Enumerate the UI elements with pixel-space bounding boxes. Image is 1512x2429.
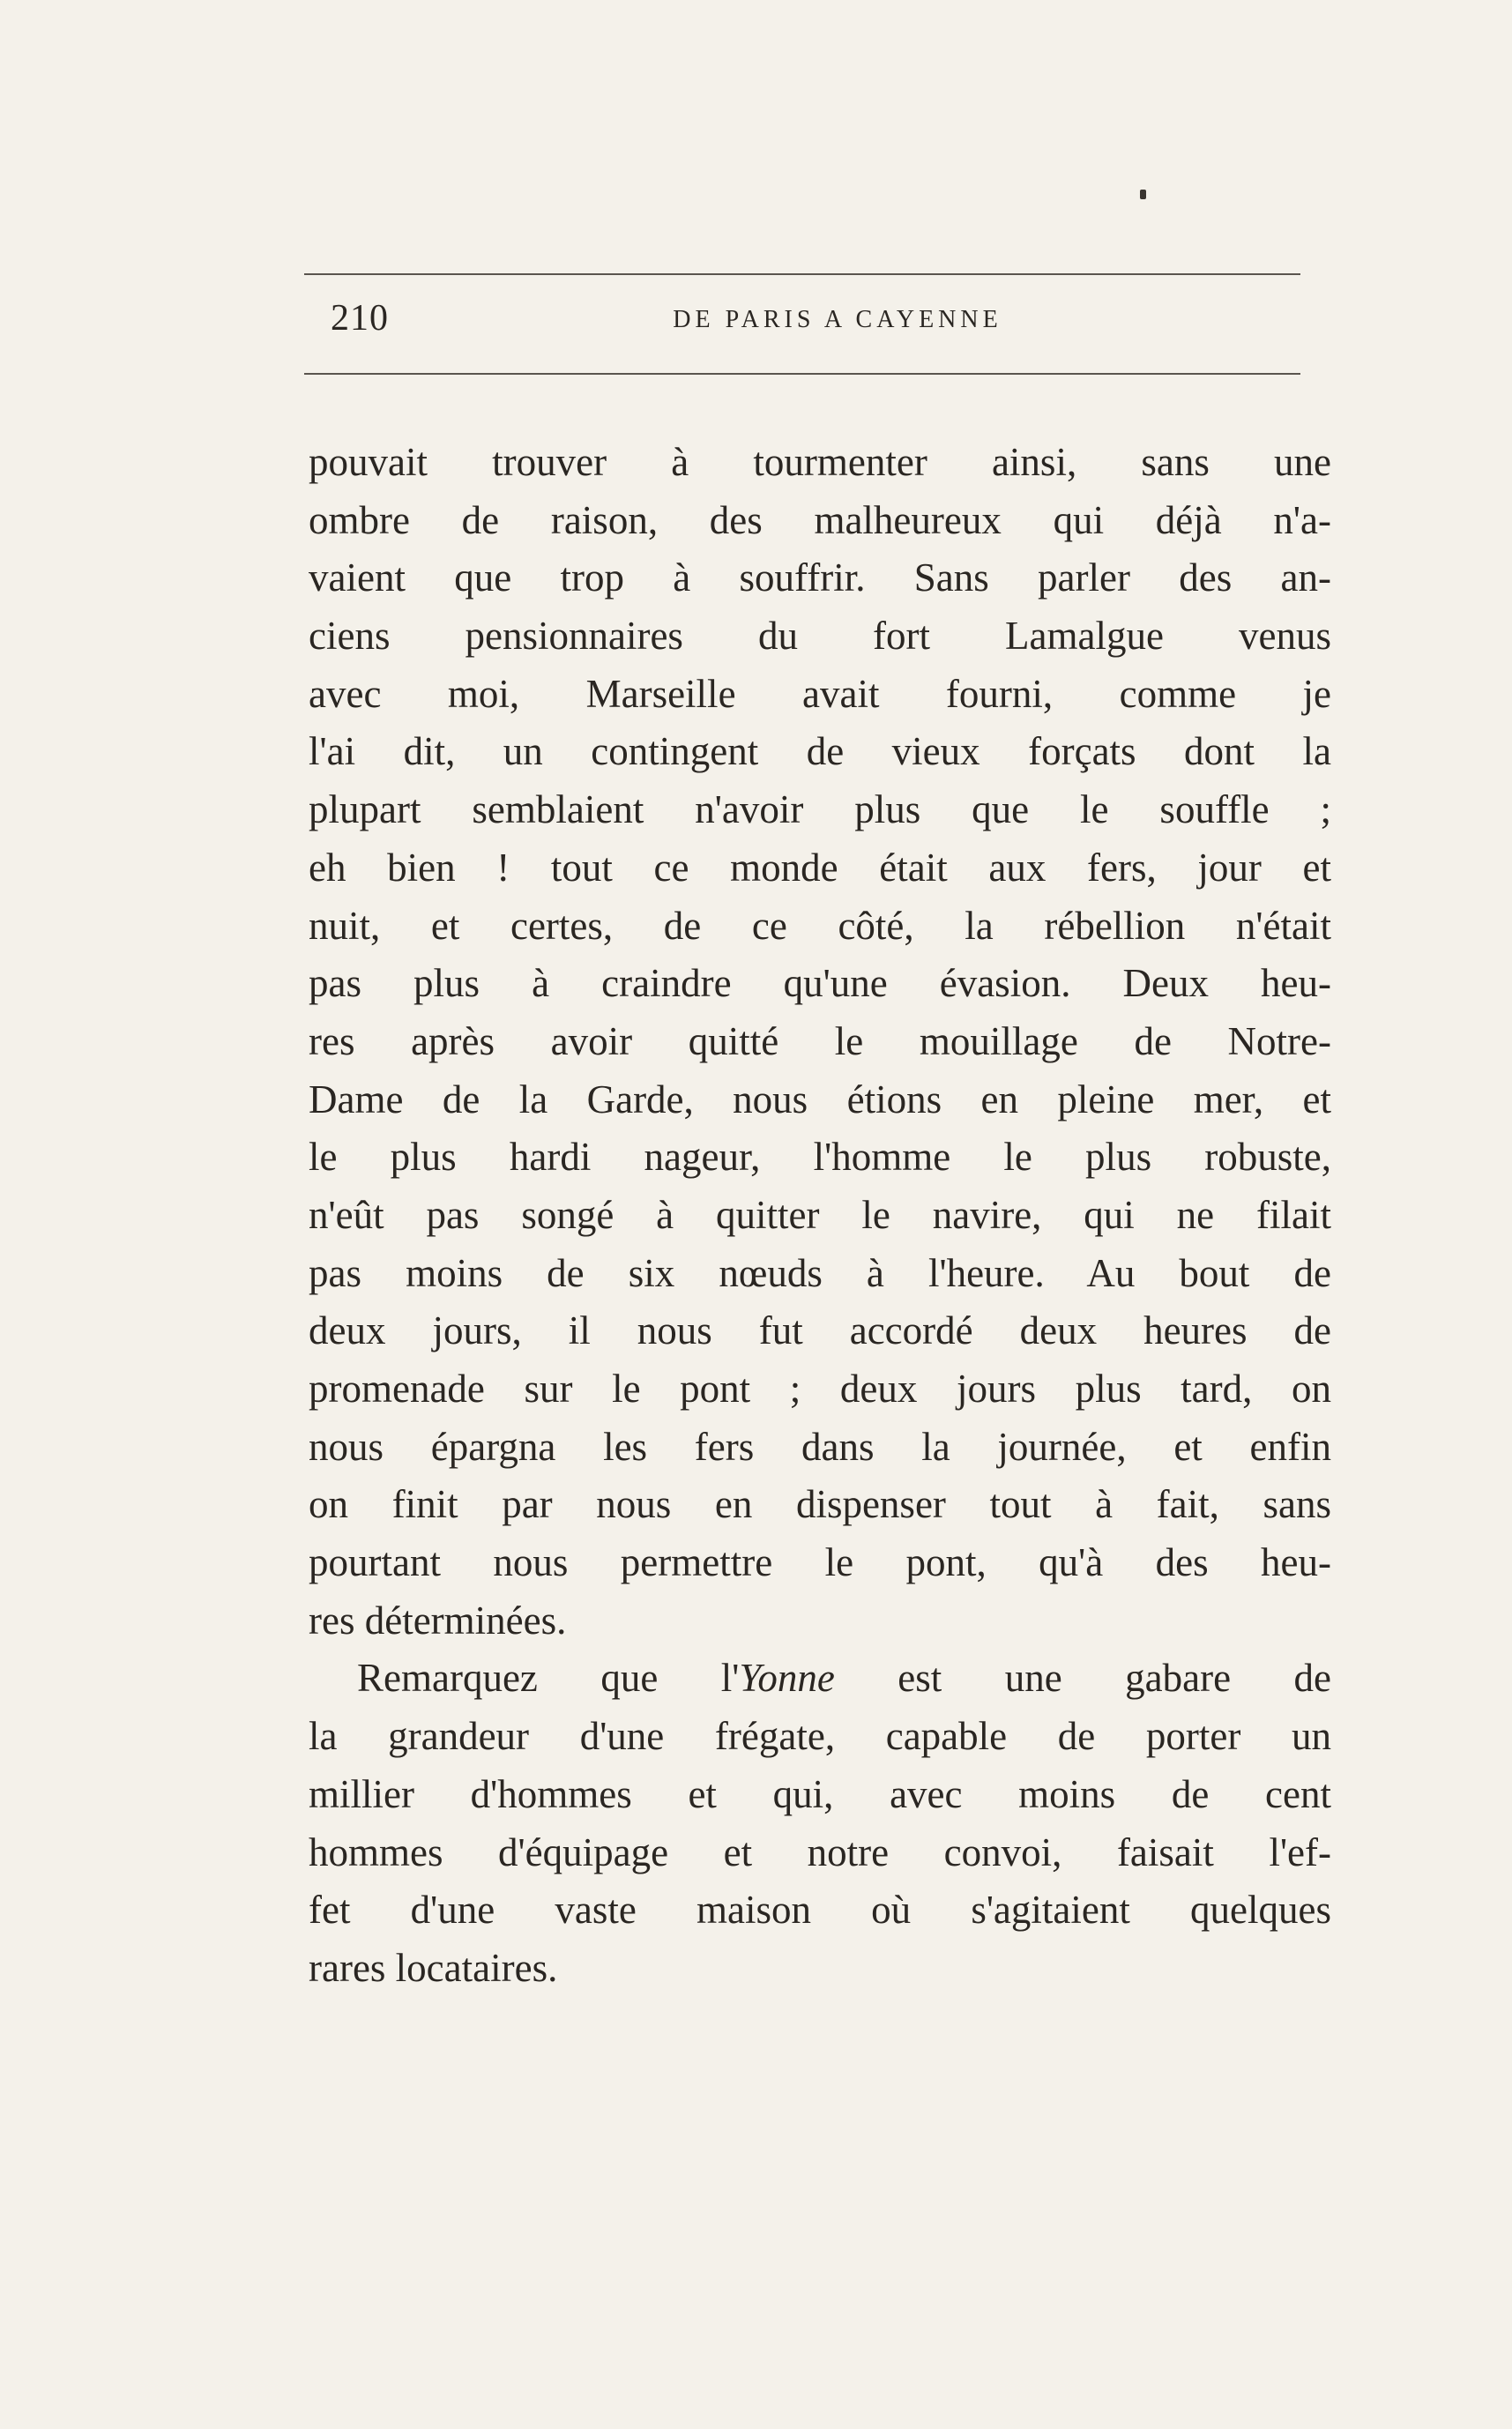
text-line: pas moins de six nœuds à l'heure. Au bout de	[309, 1250, 1331, 1295]
header-rule-top	[304, 273, 1300, 275]
ink-speck	[1140, 190, 1146, 199]
paragraph	[309, 1650, 1331, 1997]
text-line: nuit, et certes, de ce côté, la rébellion n'était	[309, 903, 1331, 948]
paragraph	[309, 434, 1331, 1650]
text-line: avec moi, Marseille avait fourni, comme je	[309, 671, 1331, 716]
text-line: plupart semblaient n'avoir plus que le souffle ;	[309, 787, 1331, 832]
text-line: ciens pensionnaires du fort Lamalgue venus	[309, 614, 1331, 659]
text-line: promenade sur le pont ; deux jours plus tard, on	[309, 1367, 1331, 1411]
text-line: deux jours, il nous fut accordé deux heures de	[309, 1308, 1331, 1353]
text-line: le plus hardi nageur, l'homme le plus robuste,	[309, 1135, 1331, 1180]
text-line: eh bien ! tout ce monde était aux fers, jour et	[309, 845, 1331, 890]
running-title: DE PARIS A CAYENNE	[673, 306, 1002, 333]
page-number: 210	[331, 298, 389, 339]
text-line: vaient que trop à souffrir. Sans parler des an-	[309, 555, 1331, 600]
text-line: n'eût pas songé à quitter le navire, qui ne filait	[309, 1192, 1331, 1237]
text-line: res déterminées.	[309, 1598, 567, 1643]
body-text	[309, 434, 1331, 1998]
text-line: pas plus à craindre qu'une évasion. Deux heu-	[309, 961, 1331, 1006]
text-line: millier d'hommes et qui, avec moins de cent	[309, 1771, 1331, 1816]
text-line: Dame de la Garde, nous étions en pleine mer, et	[309, 1077, 1331, 1121]
ship-name: Yonne	[739, 1656, 835, 1701]
text-line: nous épargna les fers dans la journée, et enfin	[309, 1424, 1331, 1469]
text-line: ombre de raison, des malheureux qui déjà n'a-	[309, 497, 1331, 542]
running-header	[326, 294, 1287, 355]
text-line: la grandeur d'une frégate, capable de porter un	[309, 1714, 1331, 1759]
text-line: rares locataires.	[309, 1945, 558, 1990]
text-line: pouvait trouver à tourmenter ainsi, sans une	[309, 440, 1331, 484]
text-line: pourtant nous permettre le pont, qu'à des heu-	[309, 1540, 1331, 1585]
text-line: on finit par nous en dispenser tout à fait, sans	[309, 1482, 1331, 1527]
header-rule-bottom	[304, 373, 1300, 375]
text-line: Remarquez que l'Yonne est une gabare de	[357, 1656, 1331, 1701]
text-line: fet d'une vaste maison où s'agitaient quelques	[309, 1888, 1331, 1933]
text-line: res après avoir quitté le mouillage de Notre-	[309, 1018, 1331, 1063]
text-line: l'ai dit, un contingent de vieux forçats dont la	[309, 729, 1331, 774]
text-line: hommes d'équipage et notre convoi, faisait l'ef-	[309, 1829, 1331, 1874]
